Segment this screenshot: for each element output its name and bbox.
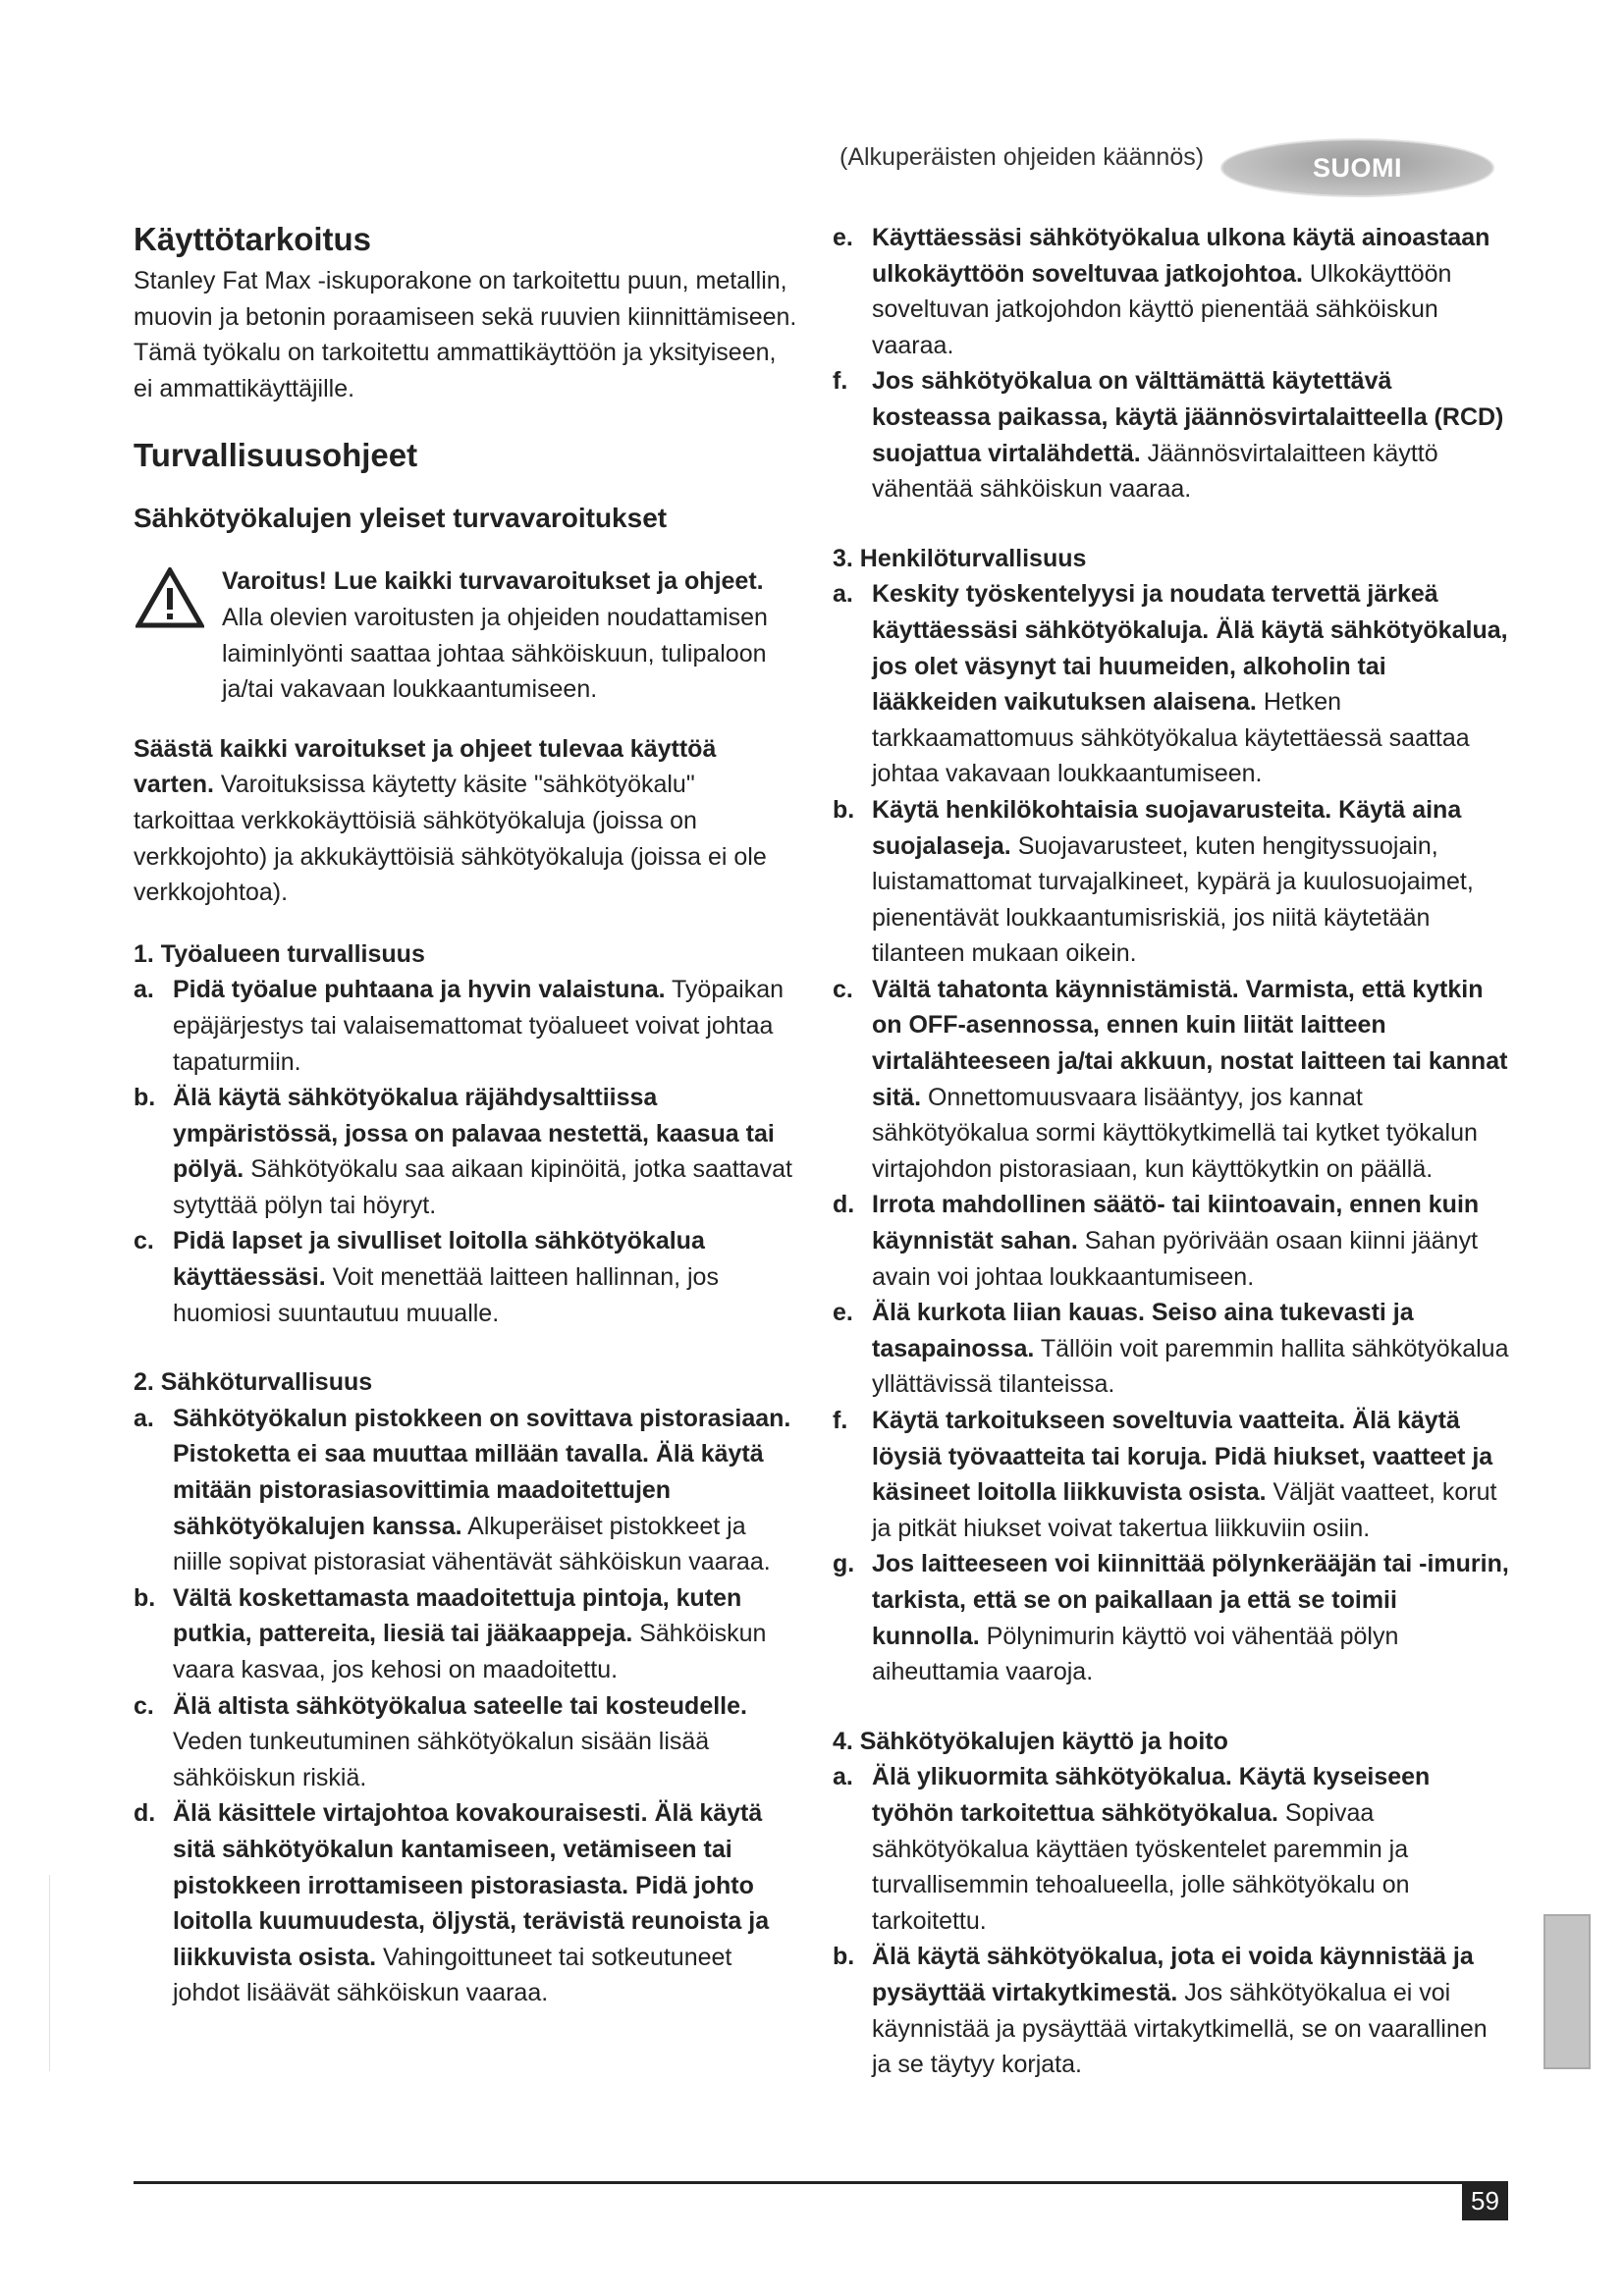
item-bold: Älä ylikuormita sähkötyökalua. Käytä kyseiseen työhön tarkoitettua sähkötyökalua.	[872, 1763, 1431, 1827]
item-bold: Älä kurkota liian kauas. Seiso aina tukevasti ja tasapainossa.	[872, 1299, 1414, 1362]
item-bold: Pidä lapset ja sivulliset loitolla sähkötyökalua käyttäessäsi.	[173, 1227, 705, 1292]
item-bold: Vältä tahatonta käynnistämistä. Varmista, että kytkin on OFF-asennossa, ennen kuin liität laitteen virtalähteeseen ja/tai akkuun, nostat laitteen tai kannat sitä.	[872, 975, 1508, 1111]
item-text: Alkuperäiset pistokkeet ja niille sopivat pistorasiat vähentävät sähköiskun vaaraa.	[173, 1512, 771, 1576]
item-bold: Keskity työskentelyysi ja noudata tervettä järkeä käyttäessäsi sähkötyökaluja. Älä käytä sähkötyökalua, jos olet väsynyt tai huumeiden, alkoholin tai lääkkeiden vaikutuksen alaisena.	[872, 580, 1508, 717]
list-item	[833, 1295, 1510, 1403]
item-bold: Älä käsittele virtajohtoa kovakouraisesti. Älä käytä sitä sähkötyökalun kantamiseen, vetämiseen tai pistokkeen irrottamiseen pistorasiasta. Pidä johto loitolla kuumuudesta, öljystä, terävistä reunoista ja liikkuvista osista.	[173, 1799, 770, 1971]
intended-use-title: Käyttötarkoitus	[134, 221, 372, 257]
personal-safety-title: 3. Henkilöturvallisuus	[833, 544, 1087, 572]
item-marker: c.	[134, 1691, 154, 1720]
list-item	[134, 1580, 801, 1688]
item-bold: Jos laitteeseen voi kiinnittää pölynkerääjän tai -imurin, tarkista, että se on paikallaan ja että se toimii kunnolla.	[872, 1550, 1509, 1650]
item-text: Työpaikan epäjärjestys tai valaisemattomat työalueet voivat johtaa tapaturmiin.	[173, 976, 785, 1076]
electrical-list-continued	[833, 220, 1510, 507]
list-item	[134, 1223, 801, 1331]
item-bold: Älä altista sähkötyökalua sateelle tai kosteudelle.	[173, 1691, 747, 1720]
item-text: Jos sähkötyökalua ei voi käynnistää ja pysäyttää virtakytkimellä, se on vaarallinen ja se täytyy korjata.	[872, 1978, 1488, 2079]
list-item	[134, 1401, 801, 1580]
right-column	[833, 220, 1510, 2083]
item-text: Sahan pyörivään osaan kiinni jäänyt avain voi johtaa loukkaantumiseen.	[872, 1227, 1479, 1291]
item-marker: b.	[134, 1084, 156, 1112]
personal-safety-list	[833, 576, 1510, 1689]
item-bold: Vältä koskettamasta maadoitettuja pintoja, kuten putkia, pattereita, liesiä tai jääkaappeja.	[173, 1583, 742, 1648]
warning-triangle-icon	[135, 567, 204, 628]
item-bold: Pidä työalue puhtaana ja hyvin valaistuna.	[173, 976, 666, 1004]
thumb-index-tab	[1543, 1914, 1591, 2069]
list-item	[134, 1688, 801, 1796]
left-column	[134, 220, 801, 2011]
page-number: 59	[1462, 2181, 1508, 2220]
list-item	[833, 972, 1510, 1188]
list-item	[833, 220, 1510, 363]
margin-line	[49, 1875, 50, 2071]
language-tab	[1222, 140, 1492, 195]
item-marker: e.	[833, 1299, 853, 1327]
item-marker: a.	[134, 976, 154, 1004]
item-marker: c.	[833, 975, 853, 1003]
list-item	[833, 792, 1510, 972]
warning-block	[134, 563, 801, 707]
work-area-title: 1. Työalueen turvallisuus	[134, 939, 425, 968]
item-text: Ulkokäyttöön soveltuvan jatkojohdon käyttö pienentää sähköiskun vaaraa.	[872, 259, 1452, 359]
item-text: Sähkötyökalu saa aikaan kipinöitä, jotka saattavat sytyttää pölyn tai höyryt.	[173, 1155, 792, 1219]
item-bold: Älä käytä sähkötyökalua, jota ei voida käynnistää ja pysäyttää virtakytkimestä.	[872, 1943, 1474, 2006]
list-item	[833, 1546, 1510, 1689]
item-marker: c.	[134, 1227, 154, 1255]
list-item	[833, 363, 1510, 507]
item-marker: b.	[134, 1583, 156, 1612]
item-bold: Älä käytä sähkötyökalua räjähdysalttiissa ympäristössä, jossa on palavaa nestettä, kaasua tai pölyä.	[173, 1084, 775, 1184]
item-text: Voit menettää laitteen hallinnan, jos huomiosi suuntautuu muualle.	[173, 1263, 719, 1327]
item-marker: f.	[833, 367, 848, 396]
general-warnings-title: Sähkötyökalujen yleiset turvavaroitukset	[134, 503, 668, 534]
item-marker: d.	[134, 1799, 156, 1828]
safety-title: Turvallisuusohjeet	[134, 437, 418, 474]
tool-use-title: 4. Sähkötyökalujen käyttö ja hoito	[833, 1727, 1228, 1755]
item-text: Pölynimurin käyttö voi vähentää pölyn aiheuttamia vaaroja.	[872, 1622, 1399, 1686]
item-bold: Käyttäessäsi sähkötyökalua ulkona käytä ainoastaan ulkokäyttöön soveltuvaa jatkojohtoa.	[872, 224, 1490, 288]
item-marker: e.	[833, 224, 853, 251]
item-text: Vahingoittuneet tai sotkeutuneet johdot lisäävät sähköiskun vaaraa.	[173, 1943, 732, 2007]
warning-normal: Alla olevien varoitusten ja ohjeiden noudattamisen laiminlyönti saattaa johtaa sähköiskuun, tulipaloon ja/tai vakavaan loukkaantumiseen.	[222, 603, 768, 704]
item-text: Väljät vaatteet, korut ja pitkät hiukset voivat takertua liikkuviin osiin.	[872, 1478, 1497, 1542]
item-text: Sähköiskun vaara kasvaa, jos kehosi on maadoitettu.	[173, 1620, 767, 1683]
item-marker: a.	[833, 580, 853, 609]
list-item	[833, 1759, 1510, 1939]
item-text: Onnettomuusvaara lisääntyy, jos kannat sähkötyökalua sormi käyttökytkimellä tai kytket työkalun virtajohdon pistorasiaan, kun käyttökytkin on päällä.	[872, 1083, 1478, 1183]
list-item	[833, 1939, 1510, 2082]
list-item	[833, 1187, 1510, 1295]
list-item	[134, 972, 801, 1080]
language-label: SUOMI	[1312, 152, 1402, 183]
item-marker: f.	[833, 1407, 848, 1434]
item-marker: b.	[833, 1943, 855, 1971]
item-bold: Käytä tarkoitukseen soveltuvia vaatteita. Älä käytä löysiä työvaatteita tai koruja. Pidä hiukset, vaatteet ja käsineet loitolla liikkuvista osista.	[872, 1407, 1493, 1507]
item-text: Suojavarusteet, kuten hengityssuojain, luistamattomat turvajalkineet, kypärä ja kuulosuojaimet, pienentävät loukkaantumisriskiä, jos niitä käytetään tilanteen mukaan oikein.	[872, 831, 1474, 968]
item-text: Jäännösvirtalaitteen käyttö vähentää sähköiskun vaaraa.	[872, 439, 1438, 504]
item-text: Veden tunkeutuminen sähkötyökalun sisään lisää sähköiskun riskiä.	[173, 1728, 710, 1791]
list-item	[134, 1080, 801, 1223]
electrical-title: 2. Sähköturvallisuus	[134, 1368, 373, 1397]
item-bold: Irrota mahdollinen säätö- tai kiintoavain, ennen kuin käynnistät sahan.	[872, 1191, 1480, 1255]
intended-use-text: Stanley Fat Max -iskuporakone on tarkoitettu puun, metallin, muovin ja betonin poraamiseen sekä ruuvien kiinnittämiseen. Tämä työkalu on tarkoitettu ammattikäyttöön ja yksityiseen, ei ammattikäyttäjille.	[134, 267, 797, 402]
list-item	[833, 1403, 1510, 1546]
save-bold: Säästä kaikki varoitukset ja ohjeet tulevaa käyttöä varten.	[134, 734, 717, 799]
save-normal: Varoituksissa käytetty käsite "sähkötyökalu" tarkoittaa verkkokäyttöisiä sähkötyökaluja (joissa on verkkojohto) ja akkukäyttöisiä sähkötyökaluja (joissa ei ole verkkojohtoa).	[134, 771, 767, 907]
item-text: Hetken tarkkaamattomuus sähkötyökalua käytettäessä saattaa johtaa vakavaan loukkaantumiseen.	[872, 688, 1470, 788]
item-marker: d.	[833, 1191, 855, 1219]
item-bold: Jos sähkötyökalua on välttämättä käytettävä kosteassa paikassa, käytä jäännösvirtalaitteella (RCD) suojattua virtalähdettä.	[872, 367, 1504, 467]
item-marker: a.	[134, 1404, 154, 1432]
item-text: Tällöin voit paremmin hallita sähkötyökalua yllättävissä tilanteissa.	[872, 1334, 1509, 1399]
footer-rule	[134, 2181, 1508, 2184]
electrical-list	[134, 1401, 801, 2011]
item-marker: a.	[833, 1763, 853, 1791]
list-item	[833, 576, 1510, 792]
warning-text	[222, 563, 801, 707]
save-instructions	[134, 731, 801, 911]
item-bold: Sähkötyökalun pistokkeen on sovittava pistorasiaan. Pistoketta ei saa muuttaa millään tavalla. Älä käytä mitään pistorasiasovittimia maadoitettujen sähkötyökalujen kanssa.	[173, 1404, 791, 1540]
warning-bold: Varoitus! Lue kaikki turvavaroitukset ja ohjeet.	[222, 567, 764, 596]
item-marker: g.	[833, 1550, 855, 1578]
item-marker: b.	[833, 795, 855, 824]
item-text: Sopivaa sähkötyökalua käyttäen työskentelet paremmin ja turvallisemmin tehoalueella, jolle sähkötyökalu on tarkoitettu.	[872, 1798, 1410, 1935]
tool-use-list	[833, 1759, 1510, 2082]
translation-note: (Alkuperäisten ohjeiden käännös)	[839, 143, 1205, 171]
work-area-list	[134, 972, 801, 1331]
item-bold: Käytä henkilökohtaisia suojavarusteita. Käytä aina suojalaseja.	[872, 795, 1462, 860]
list-item	[134, 1795, 801, 2011]
